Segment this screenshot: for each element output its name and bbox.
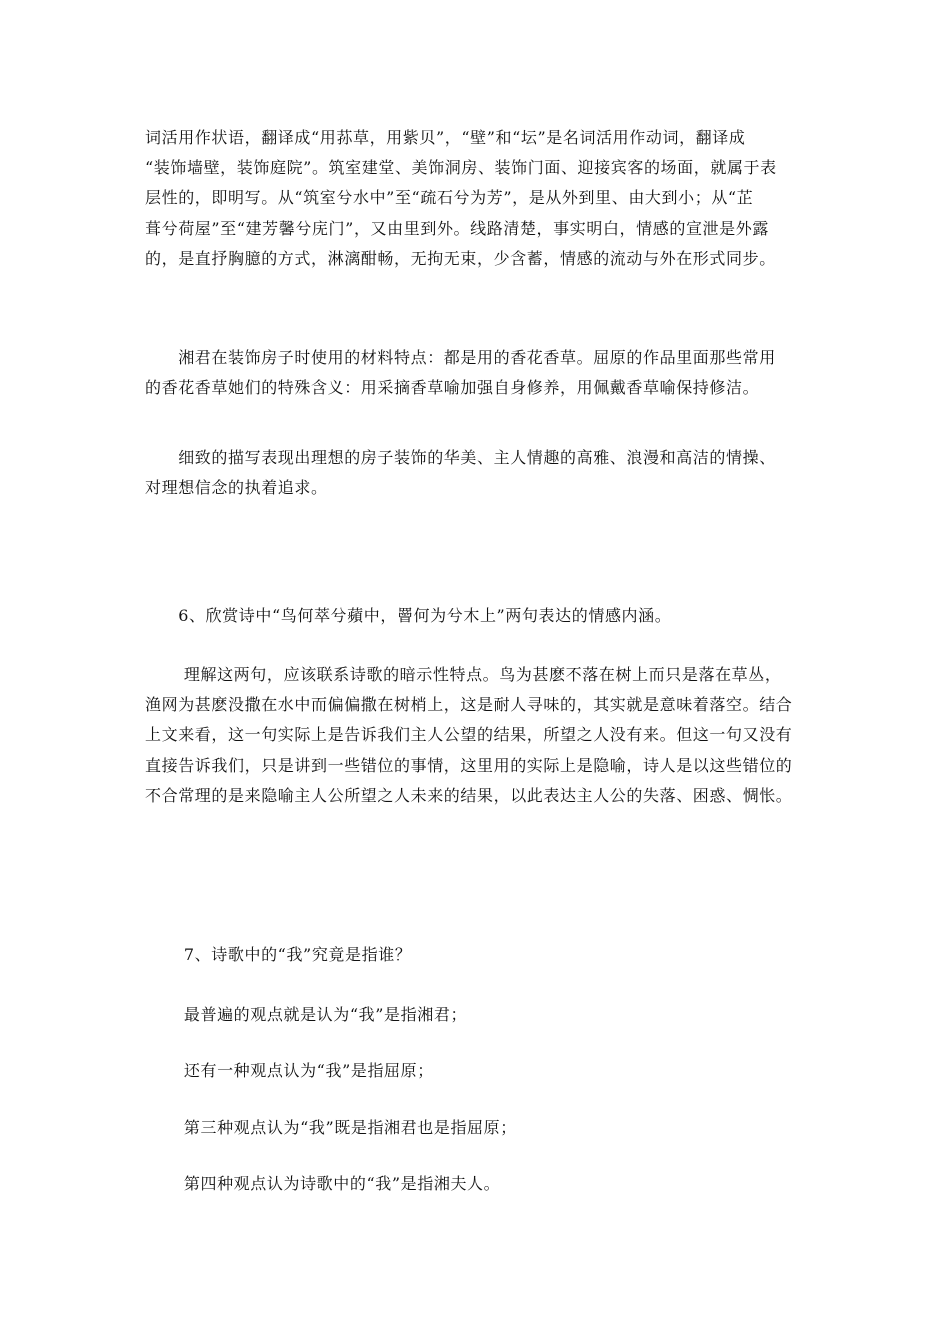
question-6-heading: [145, 601, 805, 631]
text-line: 葺兮荷屋”至“建芳馨兮庑门”，又由里到外。线路清楚，事实明白，情感的宣泄是外露: [145, 218, 769, 238]
text-line: 直接告诉我们，只是讲到一些错位的事情，这里用的实际上是隐喻，诗人是以这些错位的: [145, 755, 793, 775]
text-line: 理解这两句，应该联系诗歌的暗示性特点。鸟为甚麽不落在树上而只是落在草丛，: [145, 665, 782, 684]
viewpoint-4: [145, 1169, 805, 1199]
text-line: 对理想信念的执着追求。: [145, 478, 328, 498]
text-line: 不合常理的是来隐喻主人公所望之人未来的结果，以此表达主人公的失落、困惑、惆怅。: [145, 785, 793, 805]
text-line: 词活用作状语，翻译成“用荪草，用紫贝”，“壁”和“坛”是名词活用作动词，翻译成: [145, 128, 746, 147]
text-line: 上文来看，这一句实际上是告诉我们主人公望的结果，所望之人没有来。但这一句又没有: [145, 725, 793, 745]
viewpoint-1: [145, 1000, 805, 1030]
text-line: 的香花香草她们的特殊含义：用采摘香草喻加强自身修养，用佩戴香草喻保持修洁。: [145, 378, 760, 398]
paragraph-materials: [145, 343, 805, 403]
viewpoint-2: [145, 1056, 805, 1086]
paragraph-translation-analysis: [145, 123, 805, 274]
text-line: 7、诗歌中的“我”究竟是指谁？: [145, 945, 412, 964]
text-line: 第三种观点认为“我”既是指湘君也是指屈原；: [145, 1118, 517, 1137]
paragraph-question-6-answer: [145, 660, 805, 811]
question-7-heading: [145, 940, 805, 970]
text-line: 层性的，即明写。从“筑室兮水中”至“疏石兮为芳”，是从外到里、由大到小；从“芷: [145, 188, 754, 208]
text-line: 渔网为甚麽没撒在水中而偏偏撒在树梢上，这是耐人寻味的，其实就是意味着落空。结合: [145, 695, 793, 715]
text-line: “装饰墙壁，装饰庭院”。筑室建堂、美饰洞房、装饰门面、迎接宾客的场面，就属于表: [145, 158, 777, 178]
text-line: 第四种观点认为诗歌中的“我”是指湘夫人。: [145, 1174, 501, 1193]
text-line: 还有一种观点认为“我”是指屈原；: [145, 1061, 434, 1080]
text-line: 的，是直抒胸臆的方式，淋漓酣畅，无拘无束，少含蓄，情感的流动与外在形式同步。: [145, 248, 776, 268]
text-line: 湘君在装饰房子时使用的材料特点：都是用的香花香草。屈原的作品里面那些常用: [145, 348, 776, 367]
viewpoint-3: [145, 1113, 805, 1143]
text-line: 6、欣赏诗中“鸟何萃兮蘋中，罾何为兮木上”两句表达的情感内涵。: [145, 606, 672, 625]
text-line: 最普遍的观点就是认为“我”是指湘君；: [145, 1005, 468, 1024]
paragraph-description: [145, 443, 805, 503]
text-line: 细致的描写表现出理想的房子装饰的华美、主人情趣的高雅、浪漫和高洁的情操、: [145, 448, 776, 467]
